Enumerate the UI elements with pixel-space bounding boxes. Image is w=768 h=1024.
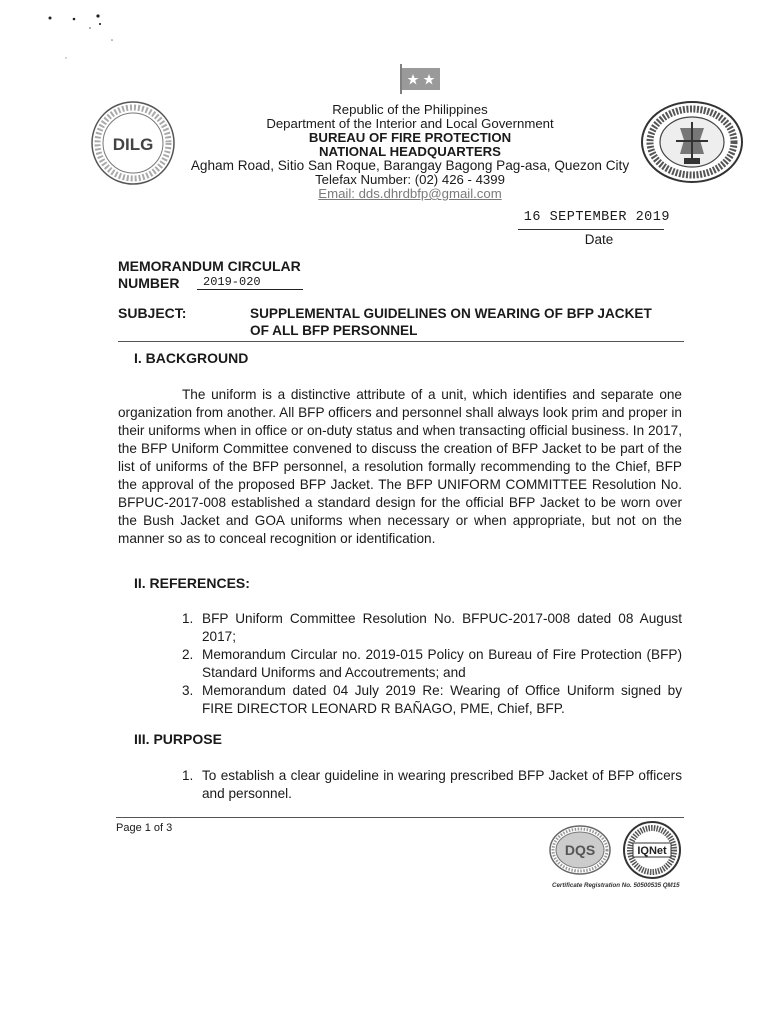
subject-text: SUPPLEMENTAL GUIDELINES ON WEARING OF BFP JACKET OF ALL BFP PERSONNEL	[250, 306, 652, 338]
memo-date: 16 SEPTEMBER 2019	[523, 210, 670, 225]
two-star-flag-icon	[399, 64, 443, 94]
letterhead-department: Department of the Interior and Local Government	[266, 116, 554, 131]
iso-certification-seal-icon	[548, 824, 612, 876]
list-item-text: Memorandum Circular no. 2019-015 Policy on Bureau of Fire Protection (BFP) Standard Uniforms and Accoutrements; and	[202, 647, 682, 680]
letterhead-address: Agham Road, Sitio San Roque, Barangay Bagong Pag-asa, Quezon City	[190, 158, 630, 173]
list-item-text: Memorandum dated 04 July 2019 Re: Wearing of Office Uniform signed by FIRE DIRECTOR LEONARD R BAÑAGO, PME, Chief, BFP.	[202, 683, 682, 716]
list-item-text: To establish a clear guideline in wearing prescribed BFP Jacket of BFP officers and personnel.	[202, 768, 682, 801]
list-item	[182, 682, 682, 718]
section-heading-references: II. REFERENCES:	[134, 575, 250, 591]
subject-label: SUBJECT:	[118, 305, 187, 321]
page-number: Page 1 of 3	[116, 822, 173, 834]
date-underline	[518, 229, 664, 230]
dilg-seal-text: DILG	[112, 135, 154, 154]
memo-number-value: 2019-020	[197, 276, 303, 290]
footer-divider	[116, 817, 684, 818]
letterhead-office: NATIONAL HEADQUARTERS	[319, 144, 501, 159]
section-heading-background: I. BACKGROUND	[134, 350, 249, 366]
iqnet-text: IQNet	[637, 845, 667, 857]
list-item-number: 2.	[182, 647, 194, 662]
list-item-number: 1.	[182, 611, 194, 626]
subject-divider	[118, 341, 684, 342]
date-label: Date	[584, 232, 614, 247]
list-item-number: 1.	[182, 768, 194, 783]
certificate-registration: Certificate Registration No. 50500535 QM15	[552, 882, 680, 889]
references-list	[182, 610, 682, 718]
list-item	[182, 767, 682, 803]
purpose-list	[182, 767, 682, 803]
iqnet-certification-seal-icon	[618, 820, 686, 880]
list-item	[182, 610, 682, 646]
scan-speckles	[40, 10, 120, 80]
list-item	[182, 646, 682, 682]
letterhead-bureau: BUREAU OF FIRE PROTECTION	[308, 130, 512, 145]
list-item-number: 3.	[182, 683, 194, 698]
letterhead-country: Republic of the Philippines	[332, 102, 488, 117]
section-heading-purpose: III. PURPOSE	[134, 731, 222, 747]
background-paragraph	[118, 386, 682, 548]
list-item-text: BFP Uniform Committee Resolution No. BFPUC-2017-008 dated 08 August 2017;	[202, 611, 682, 644]
letterhead-email[interactable]: Email: dds.dhrdbfp@gmail.com	[318, 186, 502, 201]
memo-title: MEMORANDUM CIRCULAR	[118, 258, 301, 274]
svg-text:DQS: DQS	[564, 842, 596, 858]
memo-number-label: NUMBER	[118, 275, 180, 291]
background-paragraph-text: The uniform is a distinctive attribute of a unit, which identifies and separate one organization from another. All BFP officers and personnel shall always look prim and proper in their uniforms when in office or on-duty status and when transacting official business. In 2017, the BFP Uniform Committee convened to discuss the creation of BFP Jacket to be part of the list of uniforms of the BFP personnel, a resolution formally recommending to the Chief, BFP the approval of the proposed BFP Jacket. The BFP UNIFORM COMMITTEE Resolution No. BFPUC-2017-008 established a standard design for the official BFP Jacket to be worn over the Bush Jacket and GOA uniforms when necessary or when appropriate, but not on the manner so as to conceal recognition or identification.	[118, 387, 682, 546]
letterhead-telefax: Telefax Number: (02) 426 - 4399	[315, 172, 505, 187]
